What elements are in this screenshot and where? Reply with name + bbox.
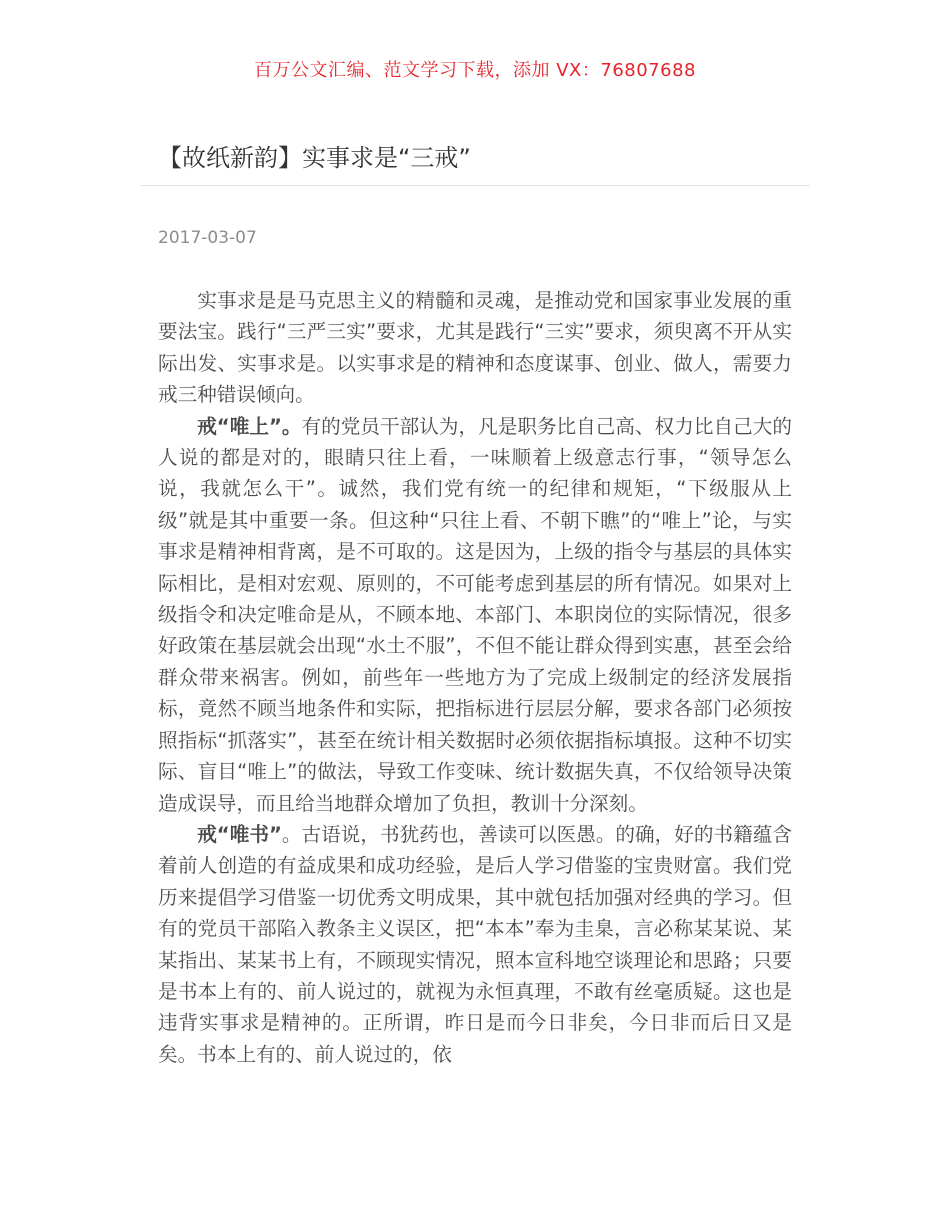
section-heading-2: 戒“唯书” [197,822,282,846]
publish-date: 2017-03-07 [158,228,257,248]
section-paragraph-2 [158,819,792,1070]
section-heading-1: 戒“唯上”。 [197,414,302,438]
section-paragraph-1 [158,411,792,819]
section-body-1: 有的党员干部认为，凡是职务比自己高、权力比自己大的人说的都是对的，眼睛只往上看，一味顺着上级意志行事，“领导怎么说，我就怎么干”。诚然，我们党有统一的纪律和规矩，“下级服从上级”就是其中重要一条。但这种“只往上看、不朝下瞧”的“唯上”论，与实事求是精神相背离，是不可取的。这是因为，上级的指令与基层的具体实际相比，是相对宏观、原则的，不可能考虑到基层的所有情况。如果对上级指令和决定唯命是从，不顾本地、本部门、本职岗位的实际情况，很多好政策在基层就会出现“水土不服”，不但不能让群众得到实惠，甚至会给群众带来祸害。例如，前些年一些地方为了完成上级制定的经济发展指标，竟然不顾当地条件和实际，把指标进行层层分解，要求各部门必须按照指标“抓落实”，甚至在统计相关数据时必须依据指标填报。这种不切实际、盲目“唯上”的做法，导致工作变味、统计数据失真，不仅给领导决策造成误导，而且给当地群众增加了负担，教训十分深刻。 [158,414,792,815]
promo-banner: 百万公文汇编、范文学习下载，添加 VX：76807688 [254,60,696,81]
article-title: 【故纸新韵】实事求是“三戒” [158,144,471,172]
intro-paragraph: 实事求是是马克思主义的精髓和灵魂，是推动党和国家事业发展的重要法宝。践行“三严三实”要求，尤其是践行“三实”要求，须臾离不开从实际出发、实事求是。以实事求是的精神和态度谋事、创业、做人，需要力戒三种错误倾向。 [158,289,792,407]
article-body [158,285,792,1070]
section-body-2: 。古语说，书犹药也，善读可以医愚。的确，好的书籍蕴含着前人创造的有益成果和成功经验，是后人学习借鉴的宝贵财富。我们党历来提倡学习借鉴一切优秀文明成果，其中就包括加强对经典的学习。但有的党员干部陷入教条主义误区，把“本本”奉为圭臬，言必称某某说、某某指出、某某书上有，不顾现实情况，照本宣科地空谈理论和思路；只要是书本上有的、前人说过的，就视为永恒真理，不敢有丝毫质疑。这也是违背实事求是精神的。正所谓，昨日是而今日非矣，今日非而后日又是矣。书本上有的、前人说过的，依 [158,822,792,1066]
title-divider [140,185,810,186]
